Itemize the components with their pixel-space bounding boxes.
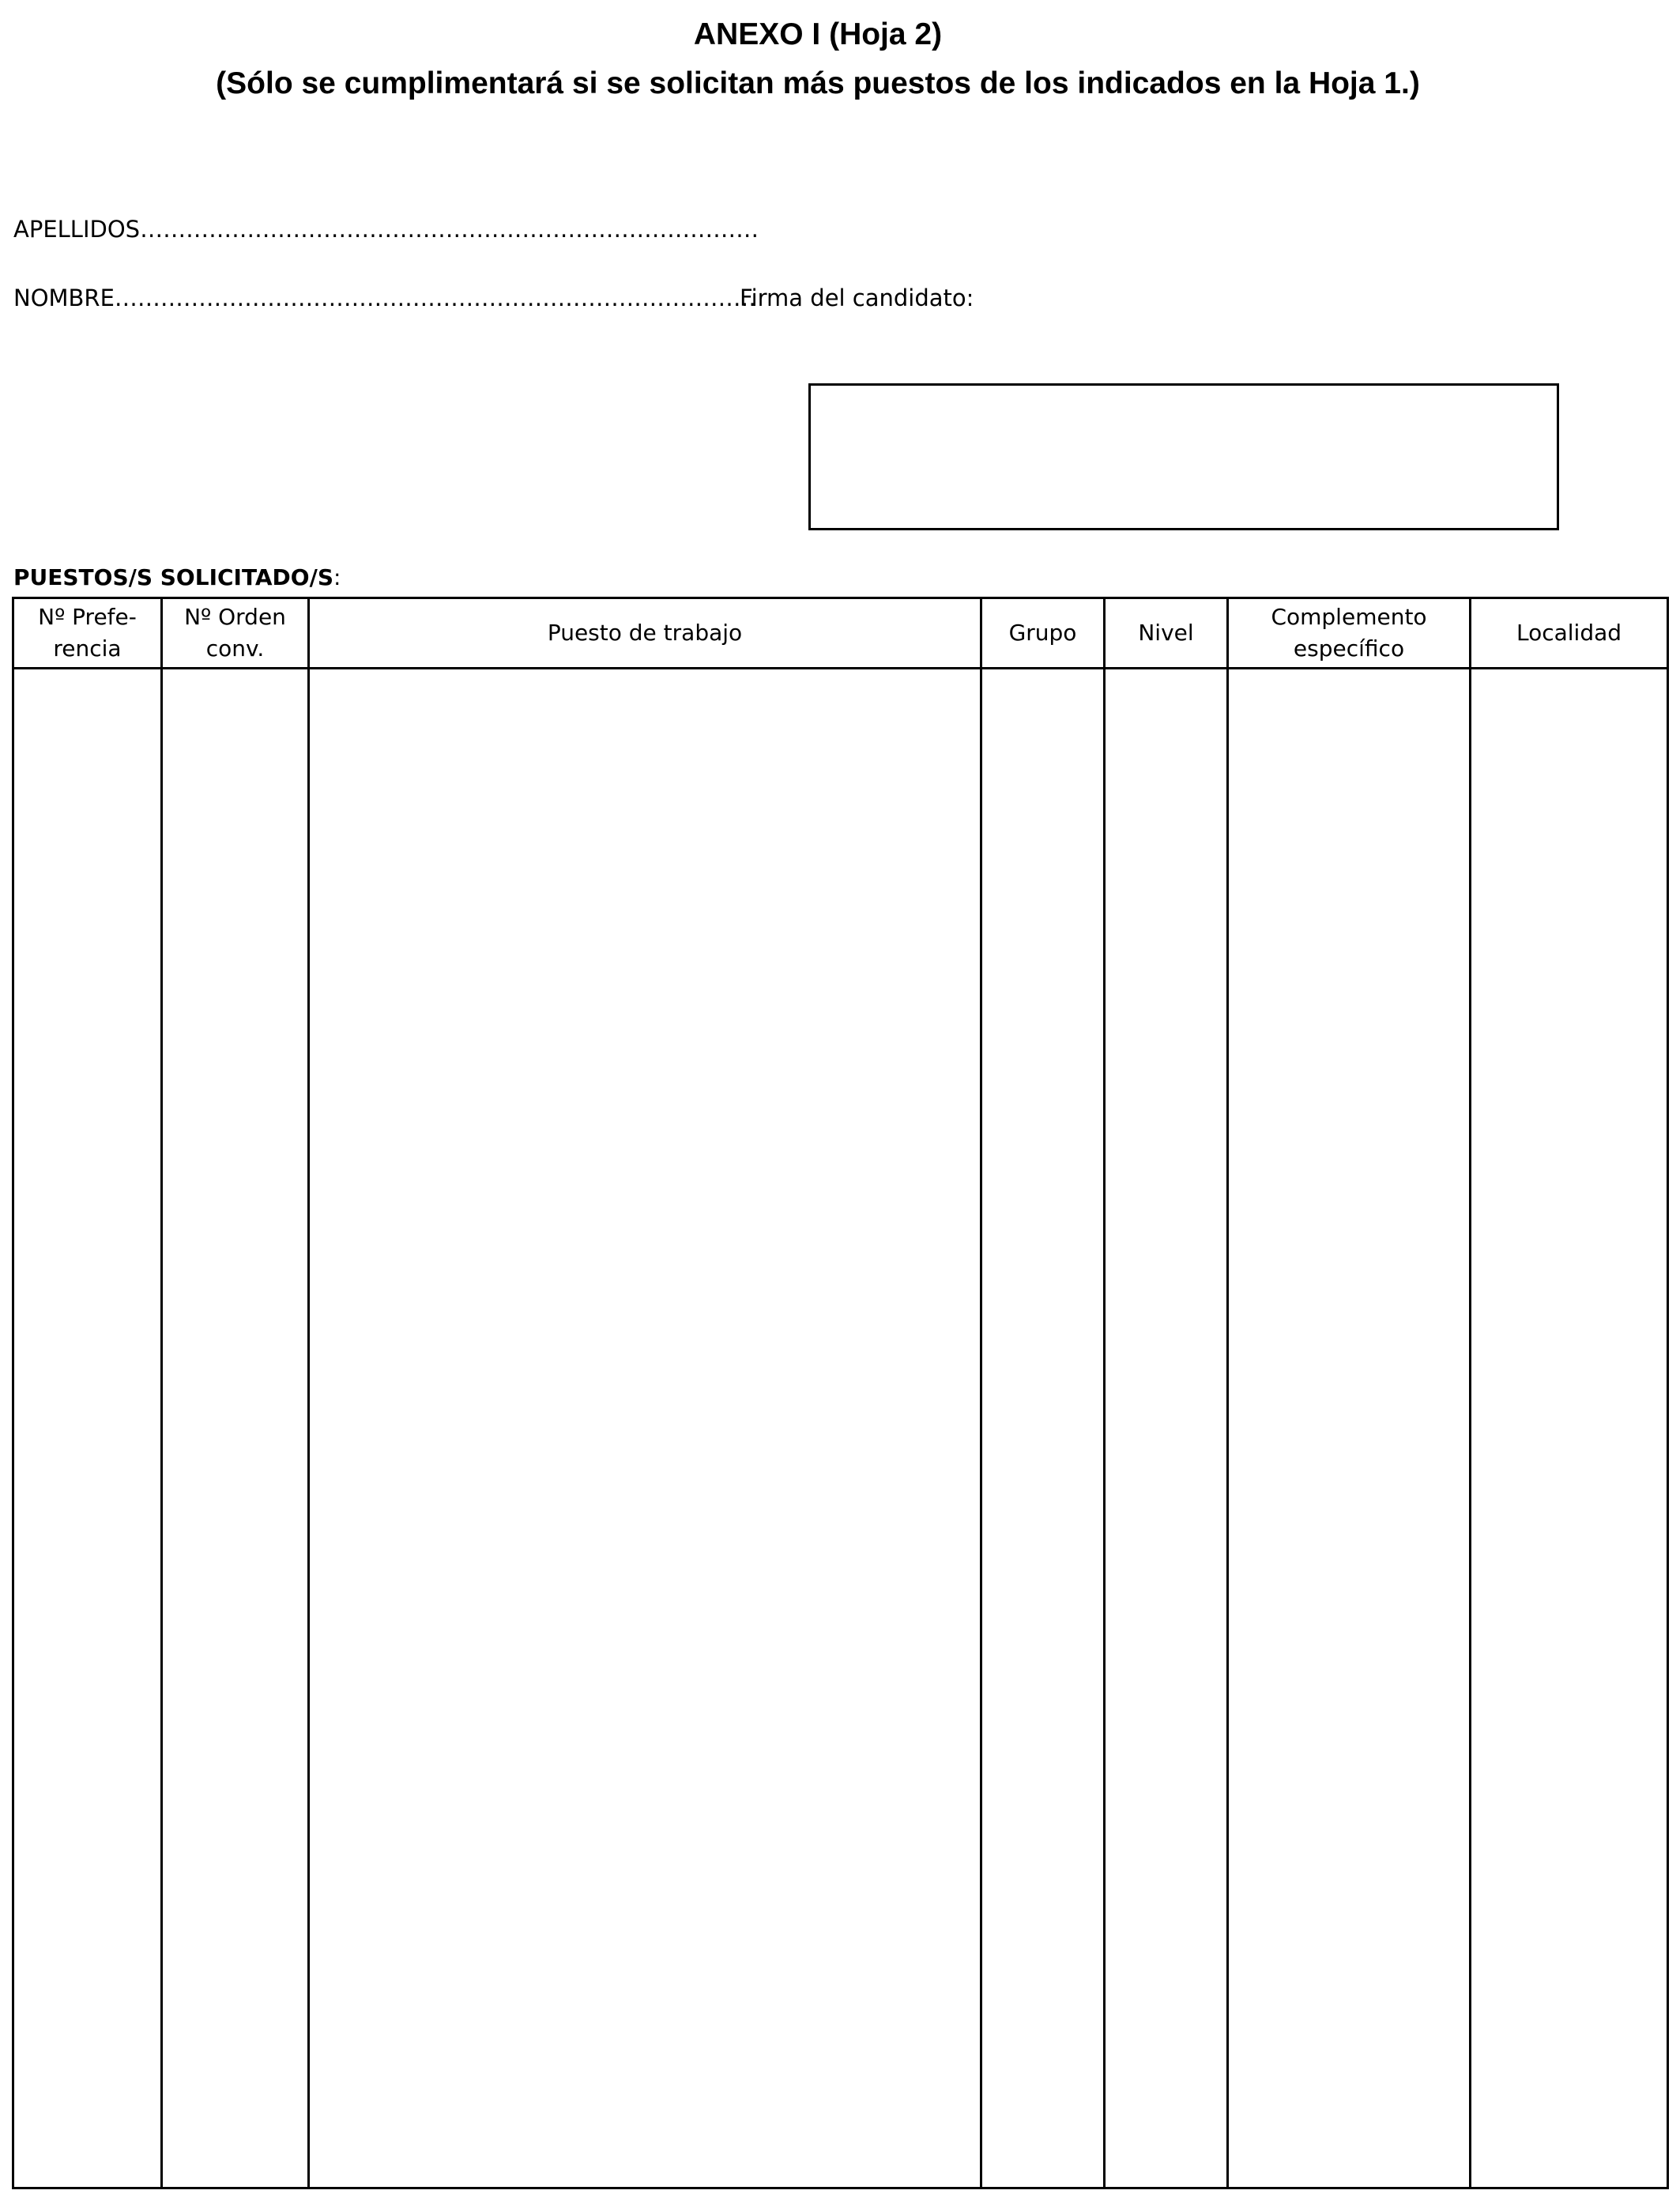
cell-puesto[interactable]	[309, 669, 981, 2188]
col-header-line: Nivel	[1138, 620, 1194, 646]
section-label-text: PUESTOS/S SOLICITADO/S	[13, 564, 333, 590]
col-header-nivel	[1105, 598, 1228, 669]
cell-localidad[interactable]	[1471, 669, 1668, 2188]
col-header-line: Nº Orden	[184, 604, 286, 630]
apellidos-field[interactable]: APELLIDOS………………………………………………………………………	[13, 216, 759, 243]
nombre-field[interactable]: NOMBRE…………………………………………………………………………	[13, 285, 756, 311]
table-header-row	[13, 598, 1668, 669]
cell-grupo[interactable]	[981, 669, 1105, 2188]
page-subtitle: (Sólo se cumplimentará si se solicitan más puestos de los indicados en la Hoja 1.)	[216, 66, 1420, 100]
col-header-line: específico	[1293, 635, 1405, 662]
cell-complemento[interactable]	[1228, 669, 1471, 2188]
col-header-grupo	[981, 598, 1105, 669]
col-header-line: conv.	[205, 635, 265, 662]
col-header-line: rencia	[53, 635, 122, 662]
puestos-table	[12, 597, 1669, 2189]
cell-nivel[interactable]	[1105, 669, 1228, 2188]
firma-label: Firma del candidato:	[740, 285, 974, 311]
col-header-line: Puesto de trabajo	[547, 620, 743, 646]
col-header-line: Grupo	[1008, 620, 1077, 646]
col-header-localidad	[1471, 598, 1668, 669]
col-header-line: Complemento	[1271, 604, 1427, 630]
section-label	[13, 564, 341, 591]
page-title: ANEXO I (Hoja 2)	[693, 17, 943, 51]
table-row	[13, 669, 1668, 2188]
signature-box[interactable]	[808, 383, 1559, 530]
col-header-line: Nº Prefe-	[38, 604, 137, 630]
section-label-colon: :	[333, 564, 341, 590]
col-header-puesto	[309, 598, 981, 669]
cell-preferencia[interactable]	[13, 669, 162, 2188]
col-header-preferencia	[13, 598, 162, 669]
cell-orden[interactable]	[162, 669, 309, 2188]
col-header-complemento	[1228, 598, 1471, 669]
col-header-orden	[162, 598, 309, 669]
col-header-line: Localidad	[1516, 620, 1622, 646]
